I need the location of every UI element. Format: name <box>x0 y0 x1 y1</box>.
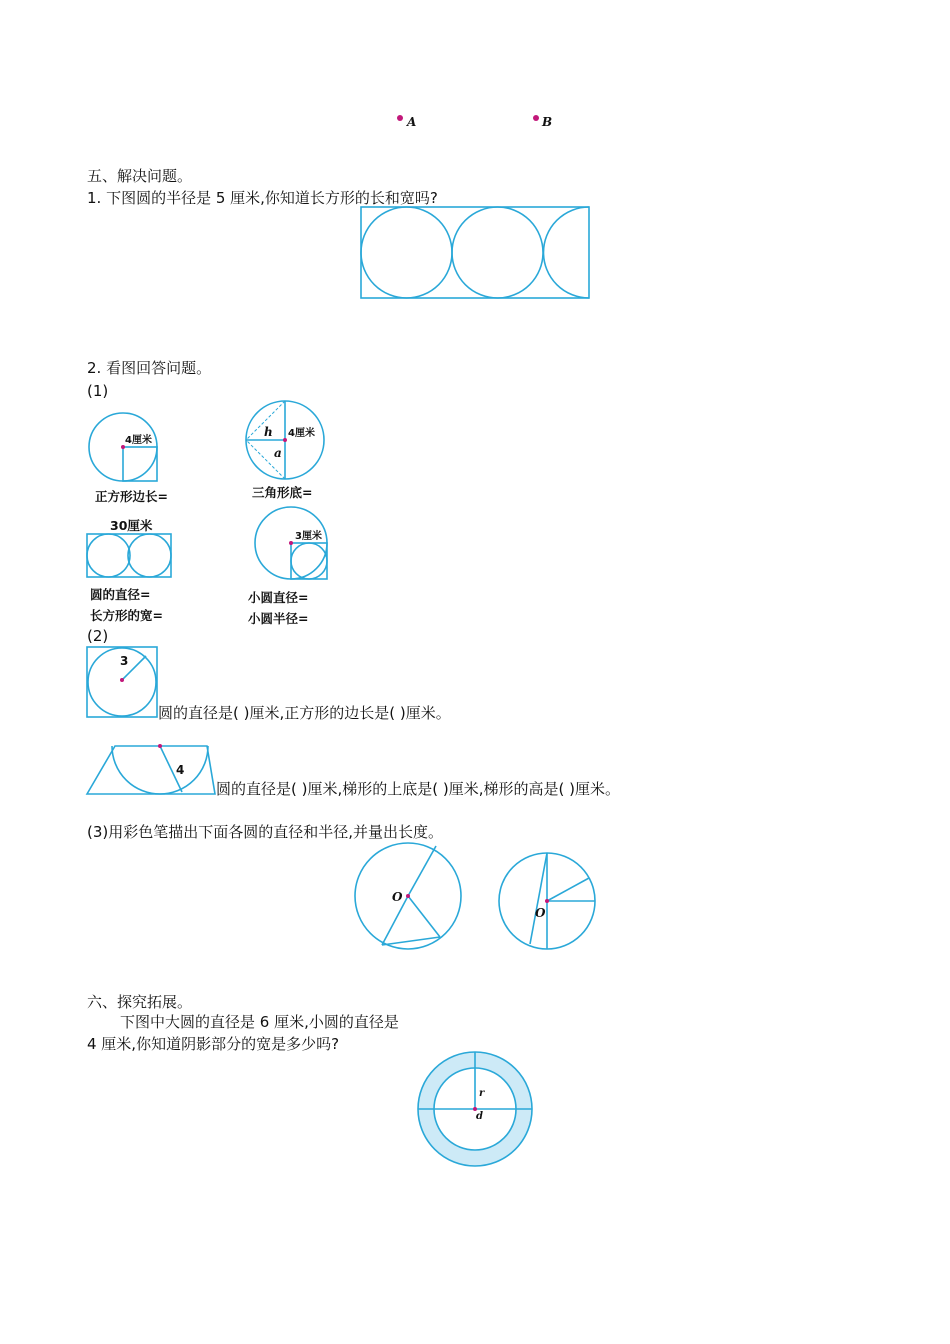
section-6-line-2: 4 厘米,你知道阴影部分的宽是多少吗? <box>87 1035 340 1053</box>
ring-d-label: d <box>476 1111 483 1122</box>
fig-c-answer-1: 圆的直径= <box>90 587 151 602</box>
fig-g-line-right <box>408 896 440 937</box>
fig-b-label: 4厘米 <box>288 428 315 439</box>
fig-c-rectangle-circles <box>86 533 174 579</box>
fig-h-radius-up <box>547 878 589 901</box>
fig-f-question: 圆的直径是( )厘米,梯形的上底是( )厘米,梯形的高是( )厘米。 <box>216 780 620 798</box>
q1-circle-1 <box>361 207 452 298</box>
point-a-dot <box>397 115 403 121</box>
fig-c-circle-2 <box>128 534 171 577</box>
fig-c-label: 30厘米 <box>110 518 153 533</box>
fig-e-label: 3 <box>120 654 129 668</box>
top-points-figure <box>390 110 560 134</box>
fig-g-line-up <box>408 846 436 896</box>
fig-e-question: 圆的直径是( )厘米,正方形的边长是( )厘米。 <box>158 704 451 722</box>
fig-h-chord <box>530 853 547 944</box>
part-1-label: (1) <box>87 382 109 400</box>
fig-g-center <box>406 894 410 898</box>
fig-b-answer: 三角形底= <box>252 485 313 500</box>
fig-c-circle-1 <box>87 534 130 577</box>
ring-figure <box>416 1051 534 1169</box>
fig-h-center <box>545 899 549 903</box>
question-2-text: 2. 看图回答问题。 <box>87 359 212 377</box>
section-6-heading: 六、探究拓展。 <box>87 993 193 1011</box>
fig-g-label: O <box>392 890 403 904</box>
fig-f-label: 4 <box>176 763 185 777</box>
fig-d-answer-2: 小圆半径= <box>248 611 309 626</box>
fig-a-circle-square <box>86 412 166 486</box>
fig-h-label: O <box>535 906 546 920</box>
fig-f-trapezoid <box>87 746 215 794</box>
fig-a-label: 4厘米 <box>125 435 152 446</box>
fig-h-circle <box>497 851 597 951</box>
fig-e-circle-square <box>86 646 160 720</box>
section-6-line-1: 下图中大圆的直径是 6 厘米,小圆的直径是 <box>120 1013 399 1031</box>
point-a-label: A <box>407 115 417 129</box>
fig-f-trapezoid-semicircle <box>86 743 218 797</box>
fig-g-circle <box>352 841 466 953</box>
fig-b-a: a <box>274 446 282 460</box>
fig-b-center <box>283 438 287 442</box>
fig-d-answer-1: 小圆直径= <box>248 590 309 605</box>
q1-rectangle-circles-figure <box>360 206 592 300</box>
fig-c-rectangle <box>87 534 171 577</box>
question-1-text: 1. 下图圆的半径是 5 厘米,你知道长方形的长和宽吗? <box>87 189 438 207</box>
q1-rectangle <box>361 207 589 298</box>
q1-half-circle <box>544 207 590 298</box>
fig-d-center <box>289 541 293 545</box>
fig-d-label: 3厘米 <box>295 531 322 542</box>
fig-e-center <box>120 678 124 682</box>
section-5-heading: 五、解决问题。 <box>87 167 193 185</box>
fig-d-circles-square <box>253 505 333 585</box>
part-2-label: (2) <box>87 627 109 645</box>
fig-f-center <box>158 744 162 748</box>
point-b-dot <box>533 115 539 121</box>
fig-a-answer: 正方形边长= <box>95 489 168 504</box>
fig-b-h: h <box>264 425 273 439</box>
q1-circle-2 <box>452 207 543 298</box>
fig-c-answer-2: 长方形的宽= <box>90 608 163 623</box>
ring-r-label: r <box>479 1088 485 1099</box>
fig-b-circle-triangle <box>244 400 330 482</box>
part-3-label: (3)用彩色笔描出下面各圆的直径和半径,并量出长度。 <box>87 823 444 841</box>
point-b-label: B <box>542 115 553 129</box>
fig-f-semicircle <box>112 746 208 794</box>
